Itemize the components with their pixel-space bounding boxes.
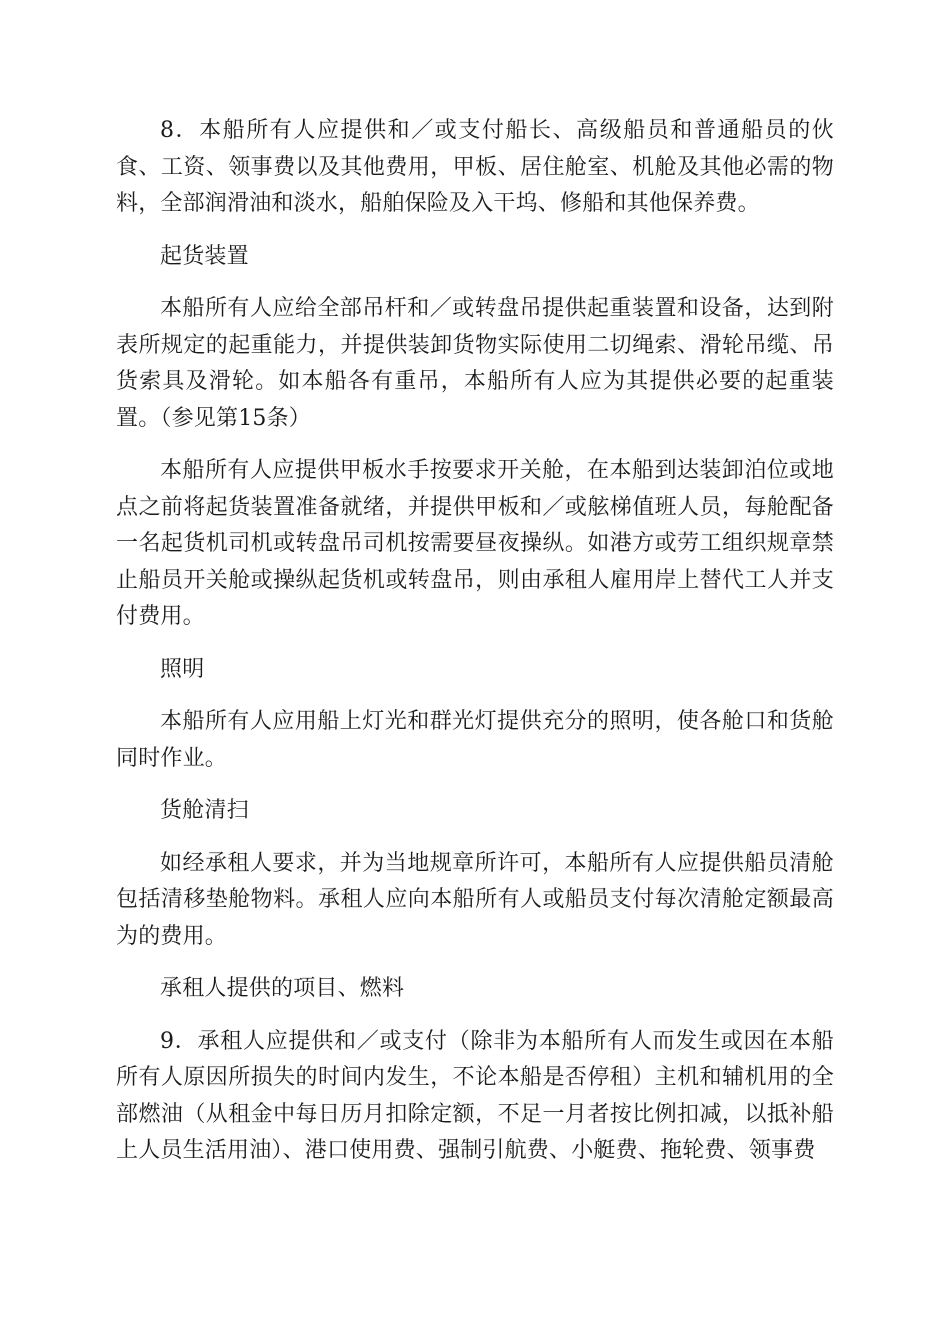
document-page (116, 113, 834, 1186)
clause-9-paragraph: 9．承租人应提供和／或支付（除非为本船所有人而发生或因在本船所有人原因所损失的时间内发生，不论本船是否停租）主机和辅机用的全部燃油（从租金中每日历月扣除定额，不足一月者按比例扣减，以抵补船上人员生活用油）、港口使用费、强制引航费、小艇费、拖轮费、领事费 (116, 1028, 834, 1163)
cargo-gear-paragraph-1: 本船所有人应给全部吊杆和／或转盘吊提供起重装置和设备，达到附表所规定的起重能力，并提供装卸货物实际使用二切绳索、滑轮吊缆、吊货索具及滑轮。如本船各有重吊，本船所有人应为其提供必要的起重装置。（参见第15条） (116, 296, 834, 431)
section-heading-lighting: 照明 (160, 656, 205, 682)
section-heading-hold-cleaning: 货舱清扫 (160, 798, 249, 823)
cargo-gear-paragraph-2: 本船所有人应提供甲板水手按要求开关舱，在本船到达装卸泊位或地点之前将起货装置准备就绪，并提供甲板和／或舷梯值班人员，每舱配备一名起货机司机或转盘吊司机按需要昼夜操纵。如港方或劳工组织规章禁止船员开关舱或操纵起货机或转盘吊，则由承租人雇用岸上替代工人并支付费用。 (116, 458, 834, 629)
section-heading-cargo-gear: 起货装置 (160, 243, 249, 269)
clause-8-paragraph: 8．本船所有人应提供和／或支付船长、高级船员和普通船员的伙食、工资、领事费以及其他费用，甲板、居住舱室、机舱及其他必需的物料，全部润滑油和淡水，船舶保险及入干坞、修船和其他保养费。 (116, 118, 834, 216)
lighting-paragraph: 本船所有人应用船上灯光和群光灯提供充分的照明，使各舱口和货舱同时作业。 (116, 709, 834, 771)
hold-cleaning-paragraph: 如经承租人要求，并为当地规章所许可，本船所有人应提供船员清舱包括清移垫舱物料。承租人应向本船所有人或船员支付每次清舱定额最高为的费用。 (116, 850, 834, 949)
section-heading-charterers-items: 承租人提供的项目、燃料 (160, 976, 405, 1001)
